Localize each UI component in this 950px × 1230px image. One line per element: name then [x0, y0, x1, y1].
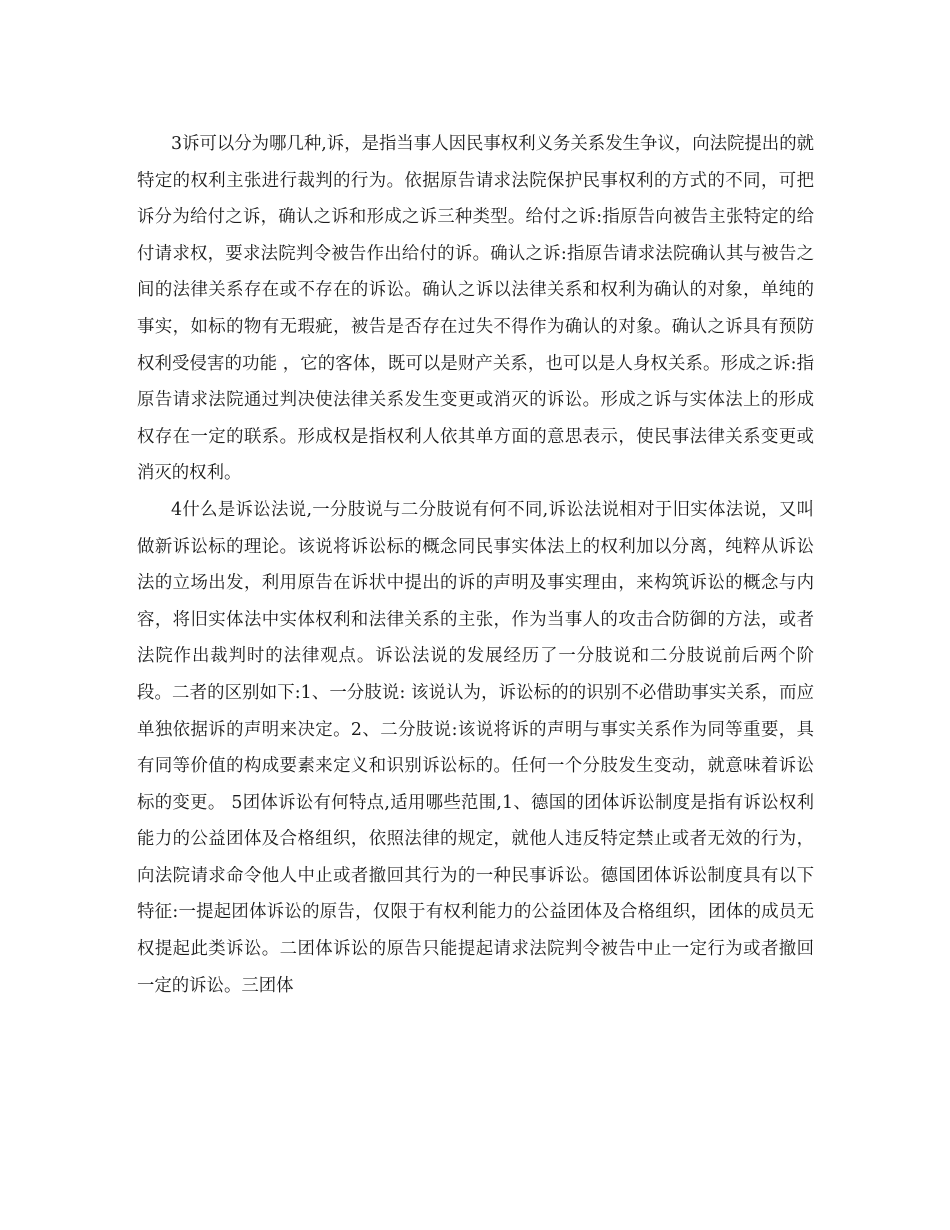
document-body [137, 126, 814, 1004]
paragraph-1: 3诉可以分为哪几种,诉，是指当事人因民事权利义务关系发生争议，向法院提出的就特定的权利主张进行裁判的行为。依据原告请求法院保护民事权利的方式的不同，可把诉分为给付之诉，确认之诉和形成之诉三种类型。给付之诉:指原告向被告主张特定的给付请求权，要求法院判令被告作出给付的诉。确认之诉:指原告请求法院确认其与被告之间的法律关系存在或不存在的诉讼。确认之诉以法律关系和权利为确认的对象，单纯的事实，如标的物有无瑕疵，被告是否存在过失不得作为确认的对象。确认之诉具有预防权利受侵害的功能 ，它的客体，既可以是财产关系，也可以是人身权关系。形成之诉:指原告请求法院通过判决使法律关系发生变更或消灭的诉讼。形成之诉与实体法上的形成权存在一定的联系。形成权是指权利人依其单方面的意思表示，使民事法律关系变更或消灭的权利。 [137, 134, 814, 484]
paragraph-2: 4什么是诉讼法说,一分肢说与二分肢说有何不同,诉讼法说相对于旧实体法说，又叫做新诉讼标的理论。该说将诉讼标的概念同民事实体法上的权利加以分离，纯粹从诉讼法的立场出发，利用原告在诉状中提出的诉的声明及事实理由，来构筑诉讼的概念与内容，将旧实体法中实体权利和法律关系的主张，作为当事人的攻击合防御的方法，或者法院作出裁判时的法律观点。诉讼法说的发展经历了一分肢说和二分肢说前后两个阶段。二者的区别如下:1、一分肢说: 该说认为，诉讼标的的识别不必借助事实关系，而应单独依据诉的声明来决定。2、二分肢说:该说将诉的声明与事实关系作为同等重要，具有同等价值的构成要素来定义和识别诉讼标的。任何一个分肢发生变动，就意味着诉讼标的变更。 5团体诉讼有何特点,适用哪些范围,1、德国的团体诉讼制度是指有诉讼权利能力的公益团体及合格组织，依照法律的规定，就他人违反特定禁止或者无效的行为，向法院请求命令他人中止或者撤回其行为的一种民事诉讼。德国团体诉讼制度具有以下特征:一提起团体诉讼的原告，仅限于有权利能力的公益团体及合格组织，团体的成员无权提起此类诉讼。二团体诉讼的原告只能提起请求法院判令被告中止一定行为或者撤回一定的诉讼。三团体 [137, 499, 814, 996]
